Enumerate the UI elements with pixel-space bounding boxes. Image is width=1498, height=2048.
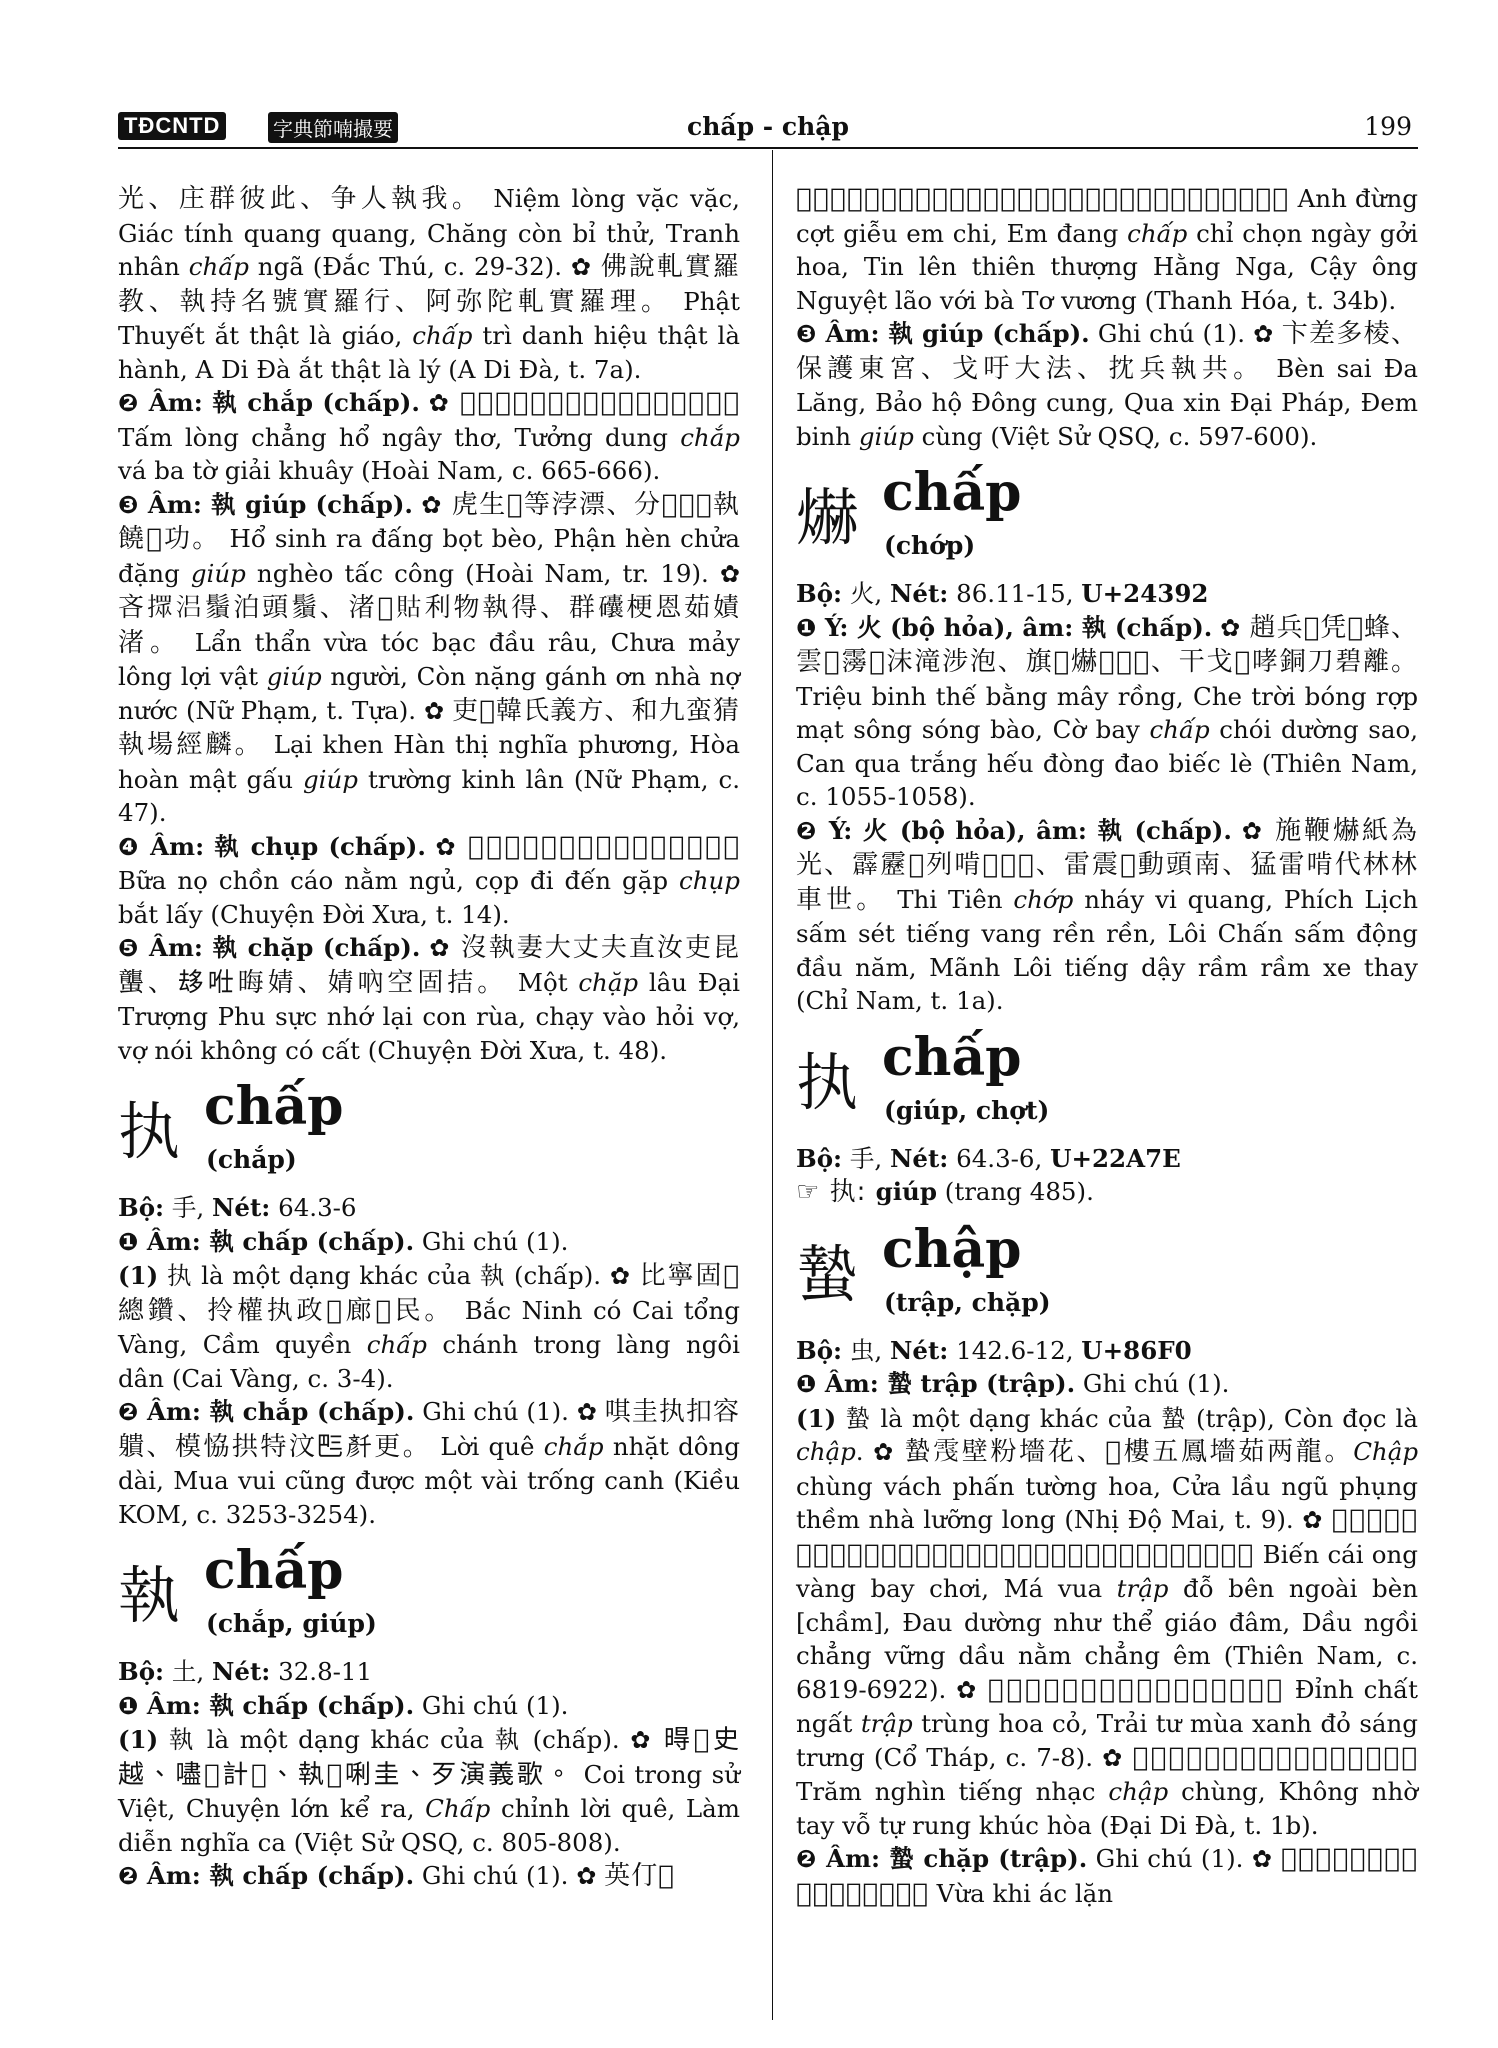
- headword-character: 执: [118, 1095, 181, 1168]
- headword-readings: (trập, chặp): [884, 1287, 1051, 1317]
- reading: giúp: [303, 764, 358, 794]
- reading: chấp: [188, 252, 249, 281]
- han-nom-quote: 沒執妻大丈夫直汝吏昆蠪、𠫾𠱊晦婧、婧吶空固拮。: [118, 933, 741, 998]
- sense-label: Âm: 執 chấp (chấp).: [138, 1226, 415, 1256]
- headword-block: [796, 1026, 1418, 1138]
- han-nom-quote: 𡢐丐螉鑽𩙻制、𦝄希蟄杜边外卞𡉦、疠𠇍如𠇕槊𠛦、油𠁀拯凭油𦝄庄奄。: [796, 1505, 1419, 1570]
- translation: Phật Thuyết ắt thật là giáo,: [118, 286, 740, 350]
- headword-character: 執: [118, 1559, 181, 1632]
- headword-block: [796, 462, 1418, 573]
- radical-label: Bộ:: [796, 579, 843, 608]
- han-nom-quote: 𩛂奴狁猎𦝄昨、貑𤞽典及執抔𢭂。: [457, 831, 740, 862]
- sense-label: Âm: 執 chắp (chấp).: [138, 1397, 415, 1426]
- sense-number: ❶: [118, 1227, 139, 1256]
- headword-readings: (chắp, giúp): [206, 1609, 377, 1638]
- column-divider: [772, 150, 773, 2020]
- reading: trập: [860, 1709, 913, 1738]
- note-ref: Ghi chú (1).: [414, 1861, 577, 1890]
- sense-number: ❺: [118, 934, 140, 962]
- unicode-code: U+86F0: [1081, 1335, 1192, 1365]
- reading: chấp: [1127, 218, 1188, 248]
- translation: Lời quê: [431, 1431, 544, 1461]
- reading: chấp: [412, 321, 473, 350]
- headword-readings: (chớp): [884, 531, 976, 560]
- sense-5: [118, 931, 740, 1067]
- note-ref: Ghi chú (1).: [1087, 1844, 1252, 1873]
- flower-icon: ✿: [1251, 1845, 1273, 1873]
- sense-2: [118, 1395, 740, 1531]
- headword: chấp: [204, 1540, 344, 1601]
- strokes-label: Nét:: [211, 1657, 271, 1686]
- translation: Vừa khi ác lặn: [928, 1878, 1114, 1908]
- entry-continuation: [796, 182, 1418, 317]
- flower-icon: ✿: [435, 832, 458, 861]
- sense-number: ❶: [796, 1370, 817, 1398]
- translation: Biến cái ong vàng bay chơi, Má vua: [796, 1539, 1418, 1603]
- sense-label: Ý: 火 (bộ hỏa), âm: 執 (chấp).: [818, 815, 1232, 845]
- han-nom-quote: 𣈜𠁀史越、嚍𢗖計𪤄、執𩈘唎圭、歹演義歌。: [118, 1725, 741, 1790]
- strokes: 32.8-11: [270, 1657, 373, 1686]
- translation: Lại khen Hàn thị nghĩa phương, Hòa hoàn mật gấu: [118, 730, 740, 794]
- flower-icon: ✿: [576, 1398, 597, 1426]
- han-nom-quote: 𢚸悉拯虎癡疎、想溶執裩𠤩詞解兮。: [449, 388, 741, 418]
- note-ref: Ghi chú (1).: [414, 1226, 569, 1256]
- reading: chập: [796, 1437, 856, 1466]
- headword-character: 爀: [796, 481, 859, 554]
- headword-block: [118, 1076, 740, 1187]
- sense-label: Âm: 執 chụp (chấp).: [139, 831, 426, 861]
- headword: chấp: [882, 462, 1022, 523]
- unicode-code: U+24392: [1081, 579, 1209, 608]
- citation: chùng vách phấn tường hoa, Cửa lầu ngũ phụng thềm nhà lưỡng long (Nhị Độ Mai, t. 9).: [796, 1471, 1418, 1534]
- radical: 火,: [842, 579, 890, 608]
- citation: vá ba tờ giải khuây (Hoài Nam, c. 665-666).: [118, 456, 661, 485]
- page-number: 199: [1364, 112, 1412, 141]
- sense-number: ❶: [118, 1691, 139, 1720]
- flower-icon: ✿: [429, 934, 451, 962]
- note-text: 蟄 là một dạng khác của 蟄 (trập), Còn đọc là: [836, 1403, 1418, 1433]
- strokes-label: Nét:: [889, 1335, 949, 1365]
- han-nom-quote: 𠓀欺鵶洛𡧲西、鐘楼蟄𠿚啃時𣈖寬。: [796, 1844, 1419, 1909]
- note-text: 执 là một dạng khác của 執 (chấp).: [158, 1261, 610, 1290]
- flower-icon: ✿: [421, 490, 442, 519]
- sense-number: ❷: [796, 1845, 817, 1873]
- radical: 土,: [164, 1657, 212, 1686]
- strokes-label: Nét:: [889, 1143, 949, 1173]
- flower-icon: ✿: [1220, 613, 1241, 642]
- translation: Một: [507, 967, 579, 997]
- flower-icon: ✿: [956, 1675, 979, 1704]
- han-nom-quote: 唭圭执扣容䠿、模恊拱特汶𠀧𠦳更。: [118, 1397, 740, 1462]
- han-nom-quote: 卞差多棱、保護東宮、戈吁大法、抌兵執共。: [796, 319, 1419, 384]
- translation: Bèn sai Đa Lăng, Bảo hộ Đông cung, Qua xin Đại Pháp, Đem binh: [796, 353, 1418, 451]
- han-nom-quote: 𡾵質屹蟄重花𦹵、𠠩𦝄務樸𦹵創徵。: [987, 1674, 1285, 1705]
- note-label: (1): [118, 1725, 159, 1754]
- strokes: 64.3-6,: [948, 1143, 1051, 1173]
- note-ref: Ghi chú (1).: [414, 1690, 569, 1720]
- flower-icon: ✿: [576, 1862, 597, 1890]
- radical: 手,: [842, 1143, 890, 1173]
- han-nom-quote: 施鞭爀紙為光、霹靂𩃳列啃𪗶𢯕𢯕、雷震𩃳動頭南、猛雷啃代林林車世。: [796, 815, 1419, 915]
- radical: 手,: [164, 1193, 212, 1222]
- han-nom-quote: 佛說軋實羅教、執持名號實羅行、阿弥陀軋實羅理。: [118, 252, 740, 317]
- radical-line: [796, 1334, 1418, 1368]
- han-nom-quote: 比寧固𠊚總鑽、拎權执政𠁀廊𡓇民。: [118, 1261, 741, 1326]
- flower-icon: ✿: [1253, 320, 1274, 348]
- citation: nhặt dông dài, Mua vui cũng được một vài trống canh (Kiều KOM, c. 3253-3254).: [118, 1431, 740, 1529]
- reading: chập: [1108, 1777, 1169, 1806]
- han-nom-quote: 𠻵婏之、婏當執織掄時𢷀花、信𨖅天上姮娥、𢬣翁月老買娶絲王。: [796, 184, 1290, 214]
- citation: bắt lấy (Chuyện Đời Xưa, t. 14).: [118, 899, 510, 929]
- note-1: [118, 1723, 740, 1859]
- note-text: .: [855, 1437, 874, 1466]
- note-ref: Ghi chú (1).: [1089, 319, 1254, 348]
- han-nom-quote: 吏𠸒韓氏義方、和九蛮猜執場經麟。: [118, 695, 741, 760]
- sense-2: [118, 1859, 740, 1894]
- sense-label: Âm: 執 chấp (chấp).: [138, 1861, 415, 1890]
- citation: nháy vi quang, Phích Lịch sấm sét tiếng vang rền rền, Lôi Chấn sấm động đầu năm, Mãnh Lôi tiếng dậy rầm rầm xe thay (Chỉ Nam, t. 1a).: [796, 884, 1418, 1015]
- headword-character: 执: [796, 1045, 859, 1119]
- sense-1: [796, 611, 1418, 814]
- right-column: [796, 182, 1418, 1911]
- han-nom-quote: 虎生𪿙等浡漂、分𢢆𡗶𠬠執饒𦥃功。: [118, 489, 740, 554]
- sense-number: ❸: [118, 490, 139, 519]
- sense-number: ❷: [796, 816, 819, 845]
- sense-label: Âm: 蟄 trập (trập).: [816, 1369, 1076, 1398]
- cross-reference-page: (trang 485).: [937, 1177, 1094, 1206]
- pointing-hand-icon: ☞ 执:: [796, 1177, 876, 1207]
- sense-number: ❹: [118, 832, 140, 861]
- citation: chỉnh lời quê, Làm diễn nghĩa ca (Việt Sử QSQ, c. 805-808).: [118, 1794, 740, 1857]
- flower-icon: ✿: [630, 1726, 654, 1754]
- note-1: [796, 1402, 1418, 1843]
- sense-2: [796, 1842, 1418, 1911]
- translation: Đỉnh chất ngất: [796, 1674, 1418, 1738]
- sense-number: ❶: [796, 613, 817, 642]
- han-nom-quote: 光、庄群彼此、争人執我。: [118, 184, 483, 214]
- translation: Triệu binh thế bằng mây rồng, Che trời bóng rợp mạt sông sóng bào, Cờ bay: [796, 681, 1418, 744]
- citation: người, Còn nặng gánh ơn nhà nợ nước (Nữ Phạm, t. Tựa).: [118, 662, 740, 725]
- flower-icon: ✿: [428, 389, 450, 417]
- reading: chắp: [680, 422, 740, 452]
- citation: đỗ bên ngoài bèn [chầm], Đau dường như thể giáo đâm, Dầu ngồi chẳng vững dầu nằm chẳng êm (Thiên Nam, c. 6819-6922).: [796, 1574, 1418, 1704]
- han-nom-quote: 英仃𡀯: [604, 1861, 675, 1891]
- sense-label: Âm: 執 chắp (chấp).: [139, 388, 420, 417]
- page-header: [118, 108, 1418, 146]
- radical: 虫,: [842, 1335, 890, 1365]
- note-ref: Ghi chú (1).: [414, 1397, 577, 1426]
- sense-3: [796, 317, 1418, 453]
- flower-icon: ✿: [1302, 1506, 1324, 1534]
- sense-label: Âm: 執 giúp (chấp).: [138, 489, 413, 519]
- citation: cùng (Việt Sử QSQ, c. 597-600).: [913, 421, 1318, 451]
- reading: giúp: [190, 558, 246, 588]
- note-ref: Ghi chú (1).: [1075, 1369, 1230, 1398]
- sense-1: [118, 1689, 740, 1724]
- reading: giúp: [266, 662, 322, 691]
- headword-readings: (chắp): [206, 1145, 297, 1174]
- sense-number: ❸: [796, 320, 817, 348]
- sense-label: Âm: 執 giúp (chấp).: [816, 319, 1090, 348]
- sense-label: Âm: 執 chặp (chấp).: [139, 933, 421, 962]
- note-text: 執 là một dạng khác của 執 (chấp).: [158, 1725, 631, 1754]
- sense-number: ❷: [118, 1398, 139, 1426]
- reading: Chấp: [425, 1794, 491, 1823]
- translation: Niệm lòng vặc vặc, Giác tính quang quang, Chăng còn bỉ thử, Tranh nhân: [118, 184, 740, 281]
- strokes: 142.6-12,: [948, 1335, 1082, 1365]
- flower-icon: ✿: [423, 696, 445, 725]
- reading: chấp: [1149, 715, 1210, 744]
- left-column: [118, 182, 740, 1894]
- headword-readings: (giúp, chợt): [884, 1095, 1050, 1125]
- reading: chặp: [578, 967, 639, 997]
- headword-character: 蟄: [796, 1237, 859, 1311]
- strokes: 64.3-6: [270, 1193, 357, 1222]
- flower-icon: ✿: [609, 1262, 631, 1290]
- radical-line: [118, 1655, 740, 1689]
- headword-block: [118, 1540, 740, 1651]
- flower-icon: ✿: [719, 559, 740, 588]
- translation: Bữa nọ chồn cáo nằm ngủ, cọp đi đến gặp: [118, 866, 680, 895]
- translation: Coi trong sử Việt, Chuyện lớn kể ra,: [118, 1759, 740, 1823]
- translation: Lẩn thẩn vừa tóc bạc đầu râu, Chưa mảy lông lợi vật: [118, 627, 740, 691]
- headword: chấp: [882, 1026, 1022, 1088]
- headword: chấp: [204, 1076, 344, 1137]
- unicode-code: U+22A7E: [1050, 1143, 1181, 1173]
- citation: trường kinh lân (Nữ Phạm, c. 47).: [118, 764, 740, 827]
- reading: chớp: [1013, 884, 1074, 914]
- reading: trập: [1116, 1574, 1169, 1603]
- flower-icon: ✿: [873, 1438, 895, 1466]
- flower-icon: ✿: [570, 253, 593, 281]
- sense-2: [118, 386, 740, 488]
- radical-line: [118, 1191, 740, 1225]
- han-nom-quote: 吝𢶢𣳮鬚泊頭鬚、渚𨁪𧵑利物執得、群𥗾梗恩茹嫧渚。: [118, 593, 740, 658]
- flower-icon: ✿: [1241, 816, 1264, 845]
- sense-number: ❷: [118, 1862, 139, 1890]
- sense-4: [118, 830, 740, 932]
- publisher-logo: TĐCNTD: [118, 112, 226, 140]
- translation: Hổ sinh ra đấng bọt bèo, Phận hèn chửa đặng: [118, 524, 740, 588]
- reading: chắp: [543, 1431, 604, 1461]
- radical-label: Bộ:: [796, 1335, 843, 1365]
- translation: Anh đừng cợt giễu em chi, Em đang: [796, 184, 1418, 248]
- radical-line: [796, 577, 1418, 611]
- radical-label: Bộ:: [796, 1143, 843, 1173]
- sense-label: Ý: 火 (bộ hỏa), âm: 執 (chấp).: [816, 612, 1213, 642]
- dictionary-logo: 字典節喃撮要: [268, 112, 398, 143]
- reading: Chập: [1353, 1437, 1419, 1466]
- citation: trùng hoa cỏ, Trải tư mùa xanh đỏ sáng trưng (Cổ Tháp, c. 7-8).: [796, 1709, 1418, 1772]
- strokes-label: Nét:: [889, 579, 949, 608]
- flower-icon: ✿: [1102, 1743, 1124, 1772]
- sense-number: ❷: [118, 389, 140, 417]
- han-nom-quote: 趙兵𠫅凭𨗜蜂、雲𡗶霶𩅹沫滝涉泡、旗𦑃爀𤈜𤏫𤋶、干戈𡗶哮銅刀碧離。: [796, 612, 1418, 677]
- sense-3: [118, 488, 740, 830]
- sense-label: Âm: 執 chấp (chấp).: [138, 1690, 415, 1720]
- header-rule: [118, 147, 1418, 149]
- citation: ngã (Đắc Thú, c. 29-32).: [248, 252, 571, 281]
- translation: Bắc Ninh có Cai tổng Vàng, Cầm quyền: [118, 1295, 740, 1359]
- citation: lâu Đại Trượng Phu sực nhớ lại con rùa, chạy vào hỏi vợ, vợ nói không có cất (Chuyện Đời Xưa, t. 48).: [118, 967, 740, 1065]
- reading: chấp: [366, 1330, 427, 1359]
- citation: chùng, Không nhờ tay vỗ tự rung khúc hòa (Đại Di Đà, t. 1b).: [796, 1777, 1418, 1840]
- cross-reference[interactable]: [796, 1175, 1418, 1210]
- note-1: [118, 1259, 740, 1395]
- sense-1: [796, 1367, 1418, 1402]
- radical-line: [796, 1142, 1418, 1176]
- citation: nghèo tấc công (Hoài Nam, tr. 19).: [245, 558, 720, 588]
- radical-label: Bộ:: [118, 1657, 165, 1686]
- sense-label: Âm: 蟄 chặp (trập).: [816, 1844, 1088, 1873]
- radical-label: Bộ:: [118, 1193, 165, 1222]
- reading: chụp: [679, 866, 740, 895]
- citation: chỉ chọn ngày gởi hoa, Tin lên thiên thượng Hằng Nga, Cậy ông Nguyệt lão với bà Tơ vương (Thanh Hóa, t. 34b).: [796, 218, 1419, 315]
- strokes: 86.11-15,: [948, 579, 1082, 608]
- citation: trì danh hiệu thật là hành, A Di Đà ắt thật là lý (A Di Đà, t. 7a).: [118, 321, 740, 384]
- reading: giúp: [858, 421, 914, 451]
- translation: Trăm nghìn tiếng nhạc: [796, 1777, 1109, 1806]
- note-label: (1): [118, 1261, 159, 1290]
- sense-2: [796, 814, 1418, 1018]
- running-head: chấp - chập: [687, 112, 849, 141]
- han-nom-quote: 蟄𩂟壁粉墻花、𠓨樓五鳳墻茹两龍。: [904, 1437, 1354, 1467]
- strokes-label: Nét:: [211, 1193, 271, 1222]
- headword: chập: [882, 1218, 1022, 1280]
- headword-block: [796, 1218, 1418, 1330]
- entry-continuation: [118, 182, 740, 386]
- citation: chánh trong làng ngôi dân (Cai Vàng, c. 3-4).: [118, 1330, 740, 1393]
- translation: Tấm lòng chẳng hổ ngây thơ, Tưởng dung: [118, 422, 681, 452]
- sense-1: [118, 1225, 740, 1260]
- cross-reference-word[interactable]: giúp: [875, 1177, 937, 1206]
- han-nom-quote: 𥪝𢬣啃樂蟄重、空拁𢬭拭自容曲和。: [1132, 1742, 1419, 1773]
- translation: Thi Tiên: [886, 884, 1014, 914]
- citation: chói dường sao, Can qua trắng hếu đòng đao biếc lè (Thiên Nam, c. 1055-1058).: [796, 715, 1418, 811]
- note-label: (1): [796, 1403, 837, 1433]
